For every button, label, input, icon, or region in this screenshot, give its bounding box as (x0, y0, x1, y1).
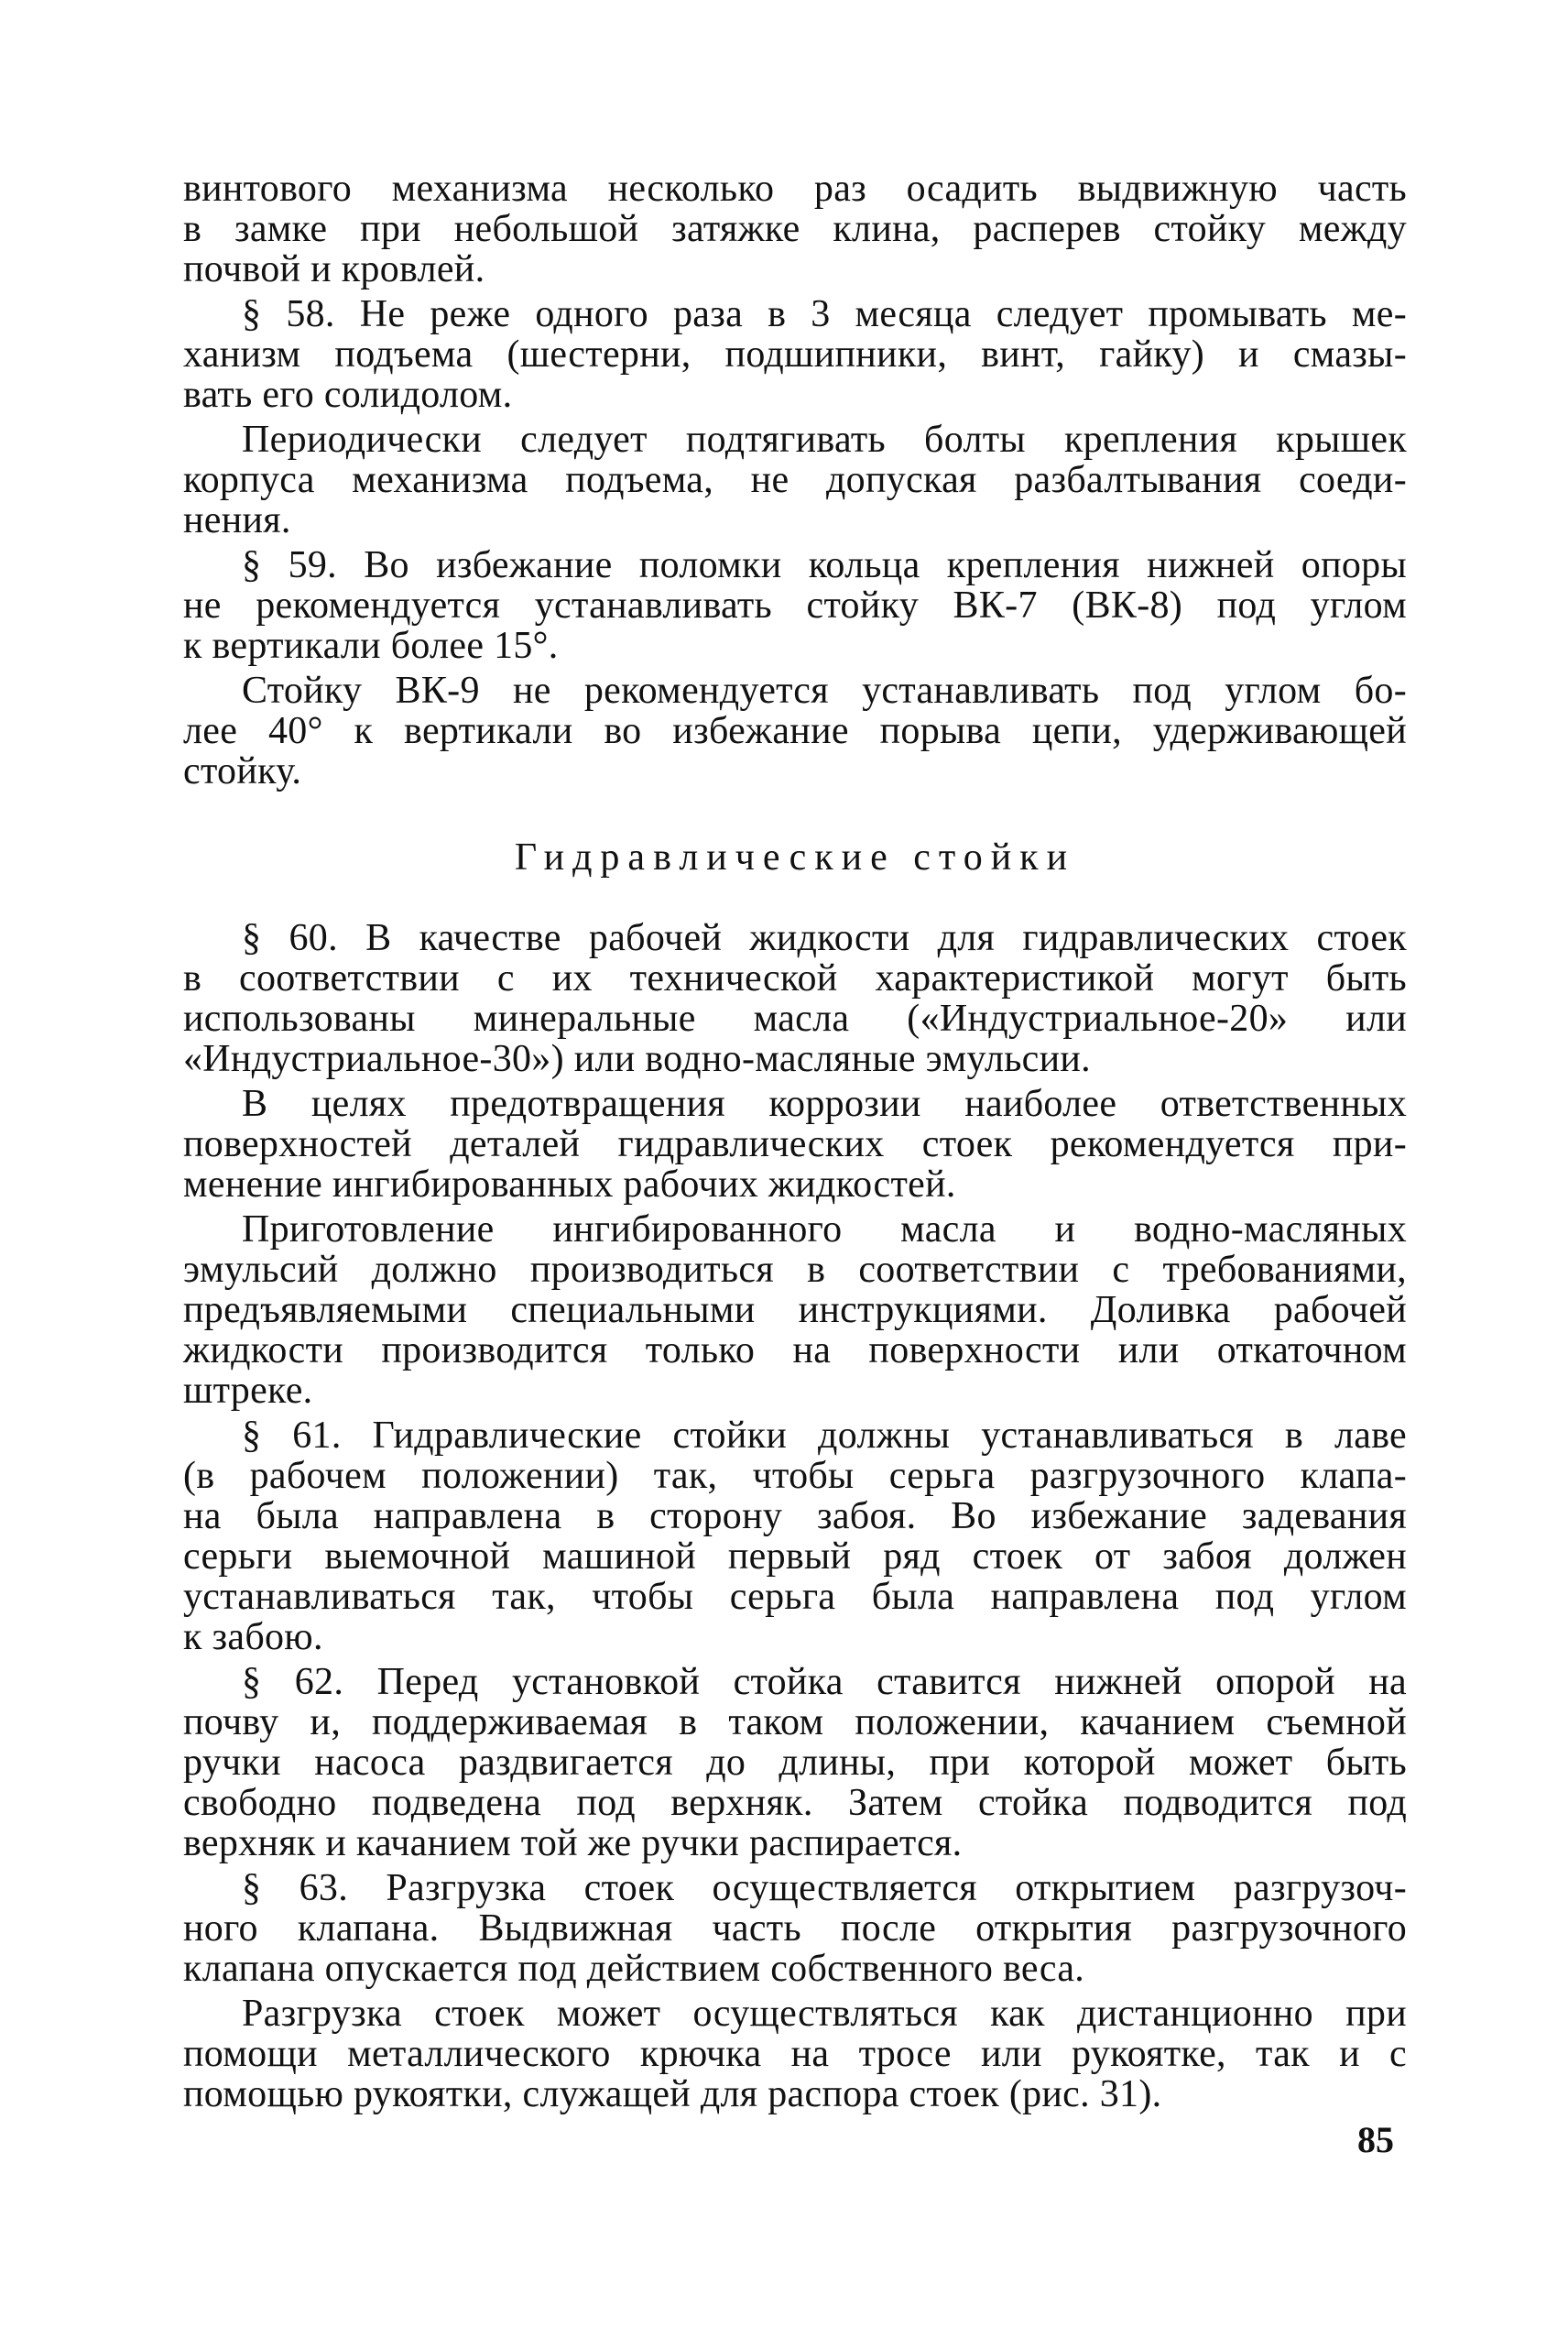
text-line: ного клапана. Выдвижная часть после открытия разгрузочного (183, 1907, 1407, 1950)
paragraph (183, 420, 1407, 541)
text-line: к вертикали более 15°. (183, 625, 559, 667)
page-body (183, 169, 1407, 2119)
text-line: Приготовление ингибированного масла и водно-масляных (242, 1208, 1407, 1251)
text-line: § 60. В качестве рабочей жидкости для гидравлических стоек (242, 917, 1407, 959)
text-line: ручки насоса раздвигается до длины, при которой может быть (183, 1742, 1407, 1784)
text-line: предъявляемыми специальными инструкциями. Доливка рабочей (183, 1289, 1407, 1331)
text-line: штреке. (183, 1370, 313, 1412)
text-line: устанавливаться так, чтобы серьга была направлена под углом (183, 1576, 1407, 1618)
text-line: вать его солидолом. (183, 374, 513, 416)
text-line: клапана опускается под действием собственного веса. (183, 1948, 1085, 1990)
text-line: Стойку ВК-9 не рекомендуется устанавливать под углом бо- (242, 670, 1407, 712)
text-line: лее 40° к вертикали во избежание порыва цепи, удерживающей (183, 710, 1407, 752)
paragraph (183, 671, 1407, 792)
text-line: серьги выемочной машиной первый ряд стоек от забоя должен (183, 1535, 1407, 1578)
text-line: § 59. Во избежание поломки кольца крепления нижней опоры (242, 544, 1407, 586)
paragraph (183, 1084, 1407, 1205)
text-line: ханизм подъема (шестерни, подшипники, винт, гайку) и смазы- (183, 333, 1407, 376)
text-line: В целях предотвращения коррозии наиболее ответственных (242, 1083, 1407, 1125)
text-line: § 61. Гидравлические стойки должны устанавливаться в лаве (242, 1415, 1407, 1457)
paragraph (183, 1209, 1407, 1411)
paragraph (183, 1994, 1407, 2114)
text-line: Разгрузка стоек может осуществляться как дистанционно при (242, 1993, 1407, 2035)
page-number: 85 (1357, 2119, 1394, 2160)
text-line: помощью рукоятки, служащей для распора стоек (рис. 31). (183, 2073, 1162, 2115)
text-line: Периодически следует подтягивать болты крепления крышек (242, 419, 1407, 461)
text-line: «Индустриальное-30») или водно-масляные эмульсии. (183, 1038, 1091, 1080)
text-line: свободно подведена под верхняк. Затем стойка подводится под (183, 1782, 1407, 1824)
text-line: почвой и кровлей. (183, 248, 485, 290)
text-line: поверхностей деталей гидравлических стоек рекомендуется при- (183, 1123, 1407, 1165)
text-line: § 63. Разгрузка стоек осуществляется открытием разгрузоч- (242, 1867, 1407, 1909)
text-line: стойку. (183, 750, 302, 792)
paragraph (183, 294, 1407, 415)
text-line: в соответствии с их технической характеристикой могут быть (183, 957, 1407, 1000)
text-line: не рекомендуется устанавливать стойку ВК-7 (ВК-8) под углом (183, 584, 1407, 627)
text-line: на была направлена в сторону забоя. Во избежание задевания (183, 1495, 1407, 1537)
paragraph (183, 1662, 1407, 1863)
text-line: (в рабочем положении) так, чтобы серьга разгрузочного клапа- (183, 1455, 1407, 1497)
text-line: почву и, поддерживаемая в таком положении, качанием съемной (183, 1701, 1407, 1743)
text-line: верхняк и качанием той же ручки распирается. (183, 1822, 963, 1864)
text-line: § 62. Перед установкой стойка ставится нижней опорой на (242, 1661, 1407, 1703)
text-line: эмульсий должно производиться в соответствии с требованиями, (183, 1249, 1407, 1291)
paragraph (183, 1868, 1407, 1989)
text-line: к забою. (183, 1616, 323, 1658)
paragraph (183, 918, 1407, 1079)
text-line: § 58. Не реже одного раза в 3 месяца следует промывать ме- (242, 293, 1407, 335)
text-line: винтового механизма несколько раз осадить выдвижную часть (183, 168, 1407, 210)
text-line: нения. (183, 499, 291, 541)
text-line: в замке при небольшой затяжке клина, расперев стойку между (183, 208, 1407, 250)
paragraph (183, 169, 1407, 290)
text-line: жидкости производится только на поверхности или откаточном (183, 1329, 1407, 1371)
paragraph (183, 1415, 1407, 1657)
text-line: помощи металлического крючка на тросе или рукоятке, так и с (183, 2033, 1407, 2075)
text-line: использованы минеральные масла («Индустриальное-20» или (183, 998, 1407, 1040)
section-heading: Гидравлические стойки (514, 836, 1076, 879)
text-line: корпуса механизма подъема, не допуская разбалтывания соеди- (183, 459, 1407, 501)
text-line: менение ингибированных рабочих жидкостей. (183, 1164, 956, 1206)
paragraph (183, 545, 1407, 666)
